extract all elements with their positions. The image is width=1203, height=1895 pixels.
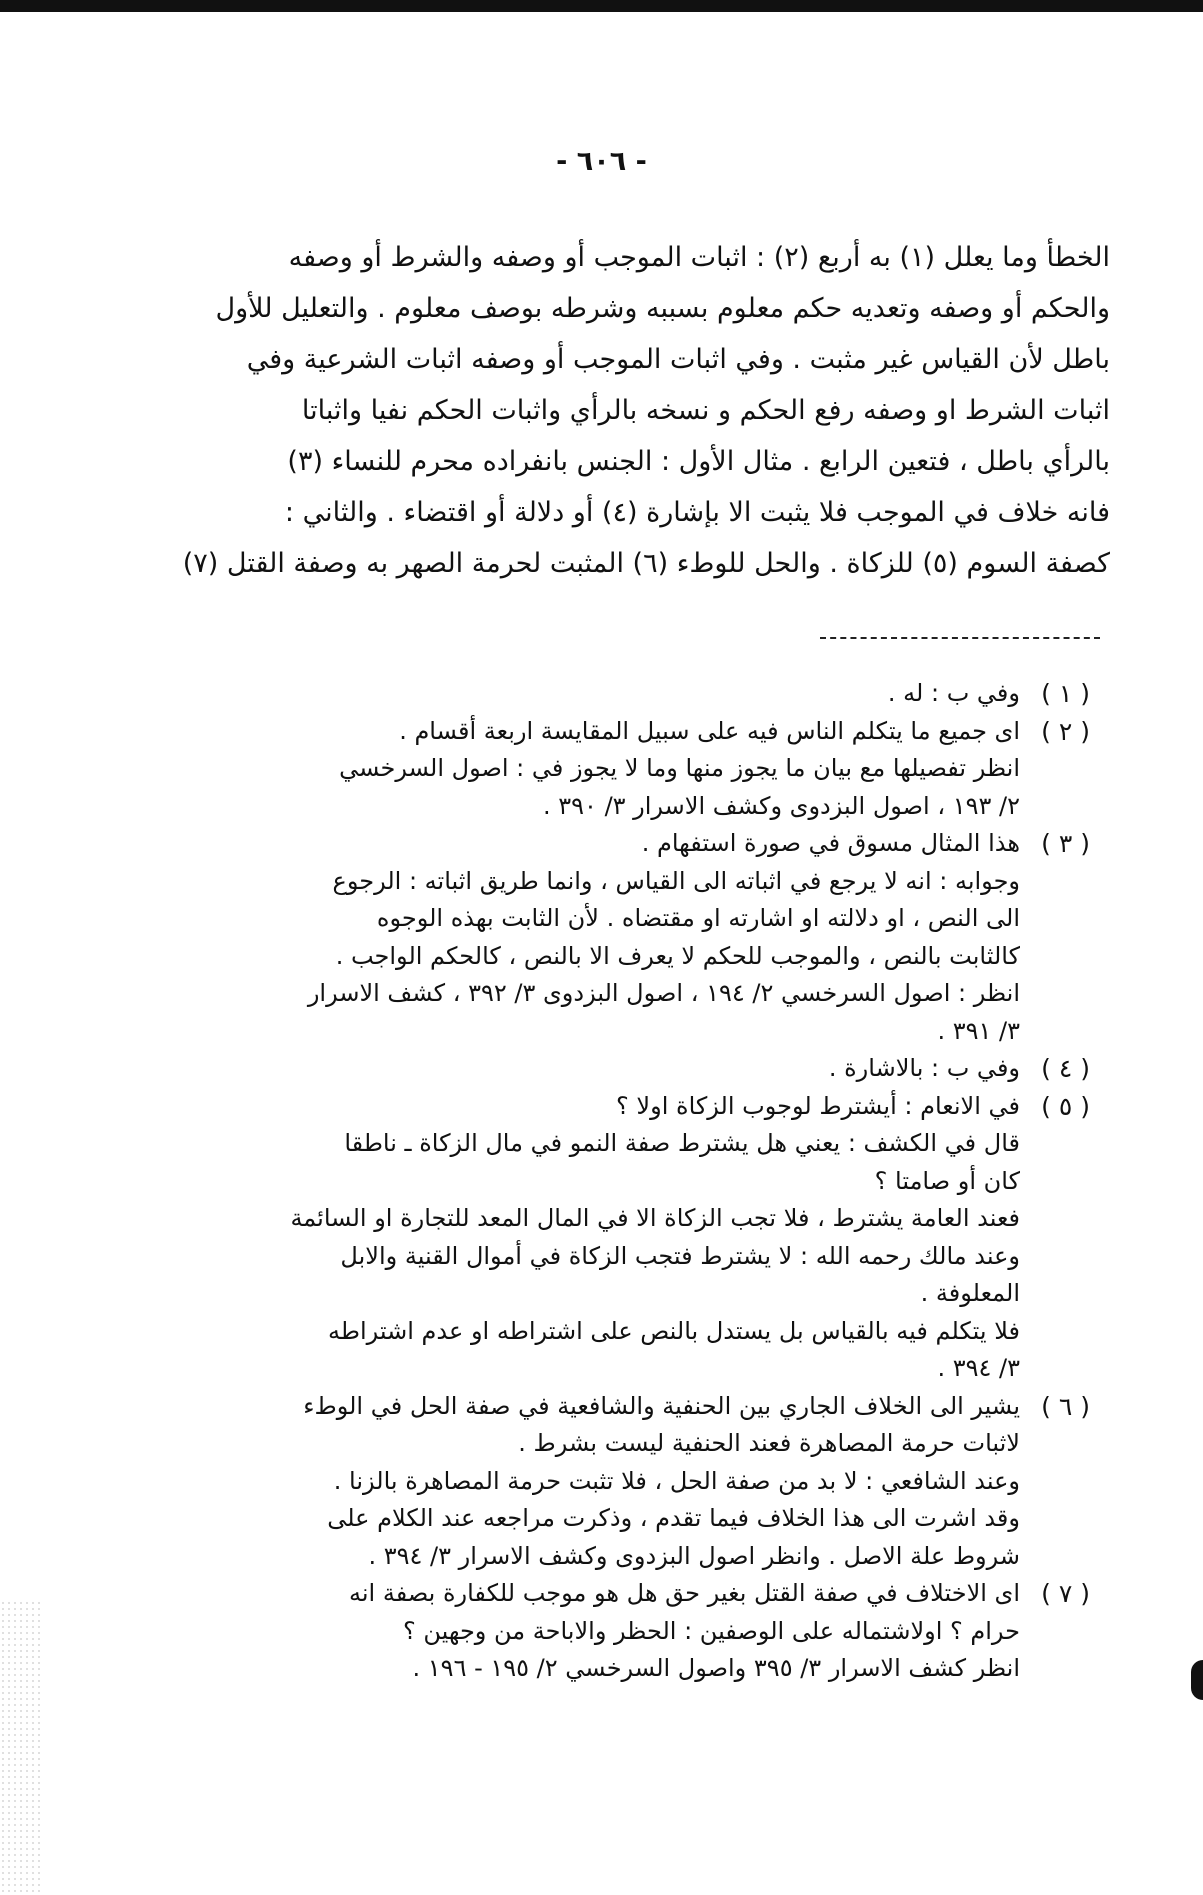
footnote-line: انظر : اصول السرخسي ٢/ ١٩٤ ، اصول البزدوى ٣/ ٣٩٢ ، كشف الاسرار (307, 979, 1020, 1007)
scan-noise (0, 1600, 40, 1895)
footnote-line: وعند مالك رحمه الله : لا يشترط فتجب الزكاة في أموال القنية والابل (340, 1241, 1020, 1270)
main-text-line: والحكم أو وصفه وتعديه حكم معلوم بسببه وشرطه بوصف معلوم . والتعليل للأول (215, 293, 1110, 324)
footnote-line: وفي ب : له . (887, 679, 1020, 707)
footnote-line: كالثابت بالنص ، والموجب للحكم لا يعرف الا بالنص ، كالحكم الواجب . (335, 941, 1020, 970)
footnote-line: اى الاختلاف في صفة القتل بغير حق هل هو موجب للكفارة بصفة انه (348, 1579, 1020, 1607)
footnote-body (150, 825, 1020, 1050)
footnote-line: المعلوفة . (920, 1279, 1020, 1307)
footnote-line: هذا المثال مسوق في صورة استفهام . (641, 829, 1020, 857)
footnote (150, 713, 1090, 826)
main-text-line: باطل لأن القياس غير مثبت . وفي اثبات الموجب أو وصفه اثبات الشرعية وفي (246, 344, 1110, 375)
footnote-number: ( ٣ ) (1041, 829, 1090, 858)
main-text (150, 232, 1110, 589)
page-number: - ٦٠٦ - (556, 146, 647, 177)
footnote-body (150, 713, 1020, 826)
footnote-number: ( ٥ ) (1041, 1091, 1090, 1121)
footnote-line: قال في الكشف : يعني هل يشترط صفة النمو في مال الزكاة ـ ناطقا (344, 1129, 1020, 1157)
footnote (150, 1050, 1090, 1088)
footnote-line: انظر كشف الاسرار ٣/ ٣٩٥ واصول السرخسي ٢/ ١٩٥ - ١٩٦ . (412, 1654, 1020, 1682)
footnote-line: انظر تفصيلها مع بيان ما يجوز منها وما لا يجوز في : اصول السرخسي (339, 754, 1020, 782)
footnote (150, 1088, 1090, 1388)
footnote-line: فعند العامة يشترط ، فلا تجب الزكاة الا في المال المعد للتجارة او السائمة (290, 1204, 1020, 1232)
footnote-body (150, 1575, 1020, 1688)
scan-top-border (0, 0, 1203, 12)
footnote-line: وفي ب : بالاشارة . (828, 1054, 1020, 1082)
footnote-line: وعند الشافعي : لا بد من صفة الحل ، فلا تثبت حرمة المصاهرة بالزنا . (333, 1466, 1020, 1495)
footnote-line: يشير الى الخلاف الجاري بين الحنفية والشافعية في صفة الحل في الوطء (303, 1391, 1020, 1420)
footnote-body (150, 1050, 1020, 1088)
footnote-line: لاثبات حرمة المصاهرة فعند الحنفية ليست بشرط . (518, 1429, 1020, 1457)
footnote-line: اى جميع ما يتكلم الناس فيه على سبيل المقايسة اربعة أقسام . (399, 716, 1020, 745)
main-text-line: فانه خلاف في الموجب فلا يثبت الا بإشارة (٤) أو دلالة أو اقتضاء . والثاني : (284, 497, 1110, 528)
footnote-line: وقد اشرت الى هذا الخلاف فيما تقدم ، وذكرت مراجعه عند الكلام على (327, 1504, 1020, 1532)
footnote-line: حرام ؟ اولاشتماله على الوصفين : الحظر والاباحة من وجهين ؟ (403, 1616, 1020, 1645)
footnote-line: كان أو صامتا ؟ (874, 1166, 1020, 1195)
footnote-line: الى النص ، او دلالته او اشارته او مقتضاه . لأن الثابت بهذه الوجوه (376, 904, 1020, 932)
footnote-line: ٢/ ١٩٣ ، اصول البزدوى وكشف الاسرار ٣/ ٣٩٠ . (543, 791, 1020, 820)
footnote-number: ( ١ ) (1041, 679, 1090, 708)
footnote-number: ( ٤ ) (1041, 1054, 1090, 1083)
footnote-number: ( ٢ ) (1041, 716, 1090, 746)
footnote (150, 825, 1090, 1050)
footnote (150, 1575, 1090, 1688)
footnote (150, 1388, 1090, 1576)
main-text-line: الخطأ وما يعلل (١) به أربع (٢) : اثبات الموجب أو وصفه والشرط أو وصفه (288, 242, 1110, 273)
footnote-line: شروط علة الاصل . وانظر اصول البزدوى وكشف الاسرار ٣/ ٣٩٤ . (368, 1541, 1020, 1570)
footnote-line: ٣/ ٣٩١ . (937, 1016, 1020, 1045)
main-text-line: بالرأي باطل ، فتعين الرابع . مثال الأول : الجنس بانفراده محرم للنساء (٣) (287, 446, 1110, 477)
footnote-line: ٣/ ٣٩٤ . (937, 1354, 1020, 1382)
footnote-body (150, 675, 1020, 713)
scan-edge-mark (1191, 1660, 1203, 1700)
footnote-separator (820, 637, 1100, 639)
footnotes (150, 675, 1090, 1688)
footnote-number: ( ٦ ) (1041, 1391, 1090, 1421)
footnote-body (150, 1388, 1020, 1576)
footnote-number: ( ٧ ) (1041, 1579, 1090, 1608)
footnote-line: في الانعام : أيشترط لوجوب الزكاة اولا ؟ (616, 1091, 1020, 1120)
footnote-line: فلا يتكلم فيه بالقياس بل يستدل بالنص على اشتراطه او عدم اشتراطه (328, 1316, 1020, 1345)
main-text-line: اثبات الشرط او وصفه رفع الحكم و نسخه بالرأي واثبات الحكم نفيا واثباتا (301, 395, 1110, 426)
main-text-line: كصفة السوم (٥) للزكاة . والحل للوطء (٦) المثبت لحرمة الصهر به وصفة القتل (٧) (182, 548, 1110, 579)
footnote (150, 675, 1090, 713)
footnote-body (150, 1088, 1020, 1388)
footnote-line: وجوابه : انه لا يرجع في اثباته الى القياس ، وانما طريق اثباته : الرجوع (332, 866, 1020, 895)
